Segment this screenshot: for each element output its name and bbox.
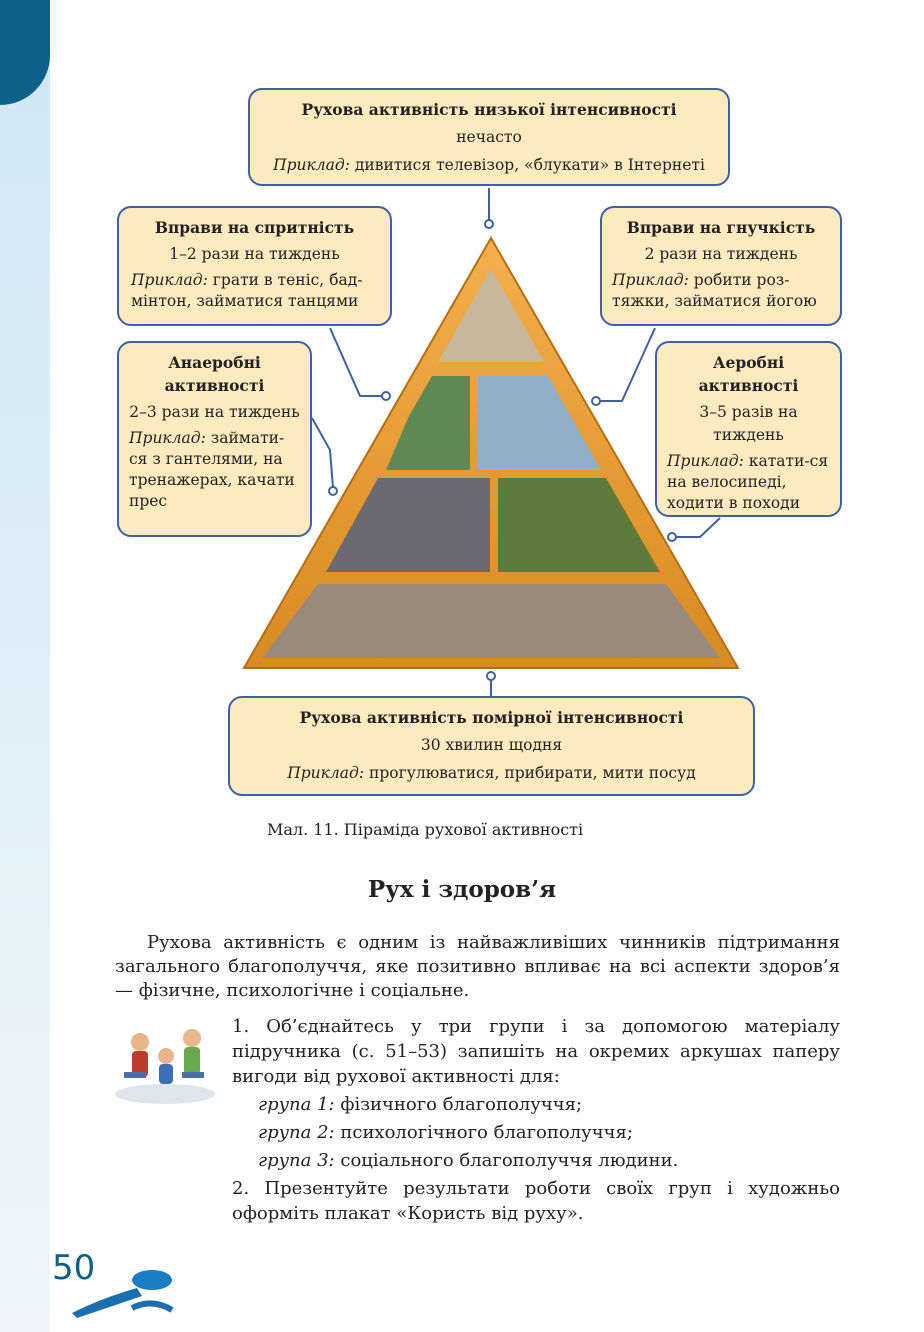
intro-paragraph: Рухова активність є одним із найважливіших чинників підтримання загального благополуччя, яке позитивно впливає на всі аспекти здоров’я — фізичне, психологічне і соціальне. bbox=[115, 932, 840, 1001]
box-example: Приклад: робити роз-тяжки, займатися йогою bbox=[612, 271, 817, 310]
group-1: група 1: фізичного благополуччя; bbox=[258, 1094, 583, 1115]
box-agility bbox=[117, 206, 392, 326]
box-frequency: нечасто bbox=[456, 128, 522, 146]
box-example: Приклад: дивитися телевізор, «блукати» в Інтернеті bbox=[273, 156, 705, 174]
figure-caption: Мал. 11. Піраміда рухової активності bbox=[267, 820, 584, 839]
box-example: Приклад: грати в теніс, бад-мінтон, займатися танцями bbox=[131, 271, 363, 310]
task-1: 1. Об’єднайтесь у три групи і за допомогою матеріалу підручника (с. 51–53) запишіть на окремих аркушах паперу вигоди від рухової активності для: bbox=[232, 1016, 840, 1087]
group-2: група 2: психологічного благополуччя; bbox=[258, 1122, 633, 1143]
box-frequency: 3–5 разів на тиждень bbox=[699, 403, 798, 444]
box-title: Рухова активність помірної інтенсивності bbox=[299, 708, 684, 727]
task-2: 2. Презентуйте результати роботи своїх груп і художньо оформіть плакат «Користь від руху». bbox=[232, 1178, 840, 1224]
box-title: Вправи на гнучкість bbox=[626, 218, 816, 237]
section-heading: Рух і здоров’я bbox=[367, 876, 557, 903]
box-title: Рухова активність низької інтенсивності bbox=[301, 100, 677, 119]
box-example: Приклад: займати-ся з гантелями, на тренажерах, качати прес bbox=[129, 429, 295, 510]
box-aerobic bbox=[655, 341, 842, 517]
tier-4-photo bbox=[262, 584, 720, 658]
box-low-intensity bbox=[248, 88, 730, 186]
box-frequency: 2–3 рази на тиждень bbox=[129, 403, 300, 421]
box-title: Аеробні активності bbox=[698, 353, 799, 395]
box-frequency: 2 рази на тиждень bbox=[644, 245, 798, 263]
box-title: Вправи на спритність bbox=[154, 218, 355, 237]
box-moderate-intensity bbox=[228, 696, 755, 796]
box-anaerobic bbox=[117, 341, 312, 537]
task-list bbox=[232, 1014, 840, 1226]
group-3: група 3: соціального благополуччя людини. bbox=[258, 1150, 679, 1171]
page-number: 50 bbox=[52, 1248, 96, 1288]
box-frequency: 1–2 рази на тиждень bbox=[169, 245, 340, 263]
box-frequency: 30 хвилин щодня bbox=[420, 736, 563, 754]
group-work-icon bbox=[110, 1014, 220, 1106]
box-flexibility bbox=[600, 206, 842, 326]
mascot-icon bbox=[62, 1258, 182, 1320]
box-example: Приклад: катати-ся на велосипеді, ходити в походи bbox=[667, 452, 829, 512]
box-title: Анаеробні активності bbox=[164, 353, 265, 395]
box-example: Приклад: прогулюватися, прибирати, мити посуд bbox=[287, 764, 696, 782]
